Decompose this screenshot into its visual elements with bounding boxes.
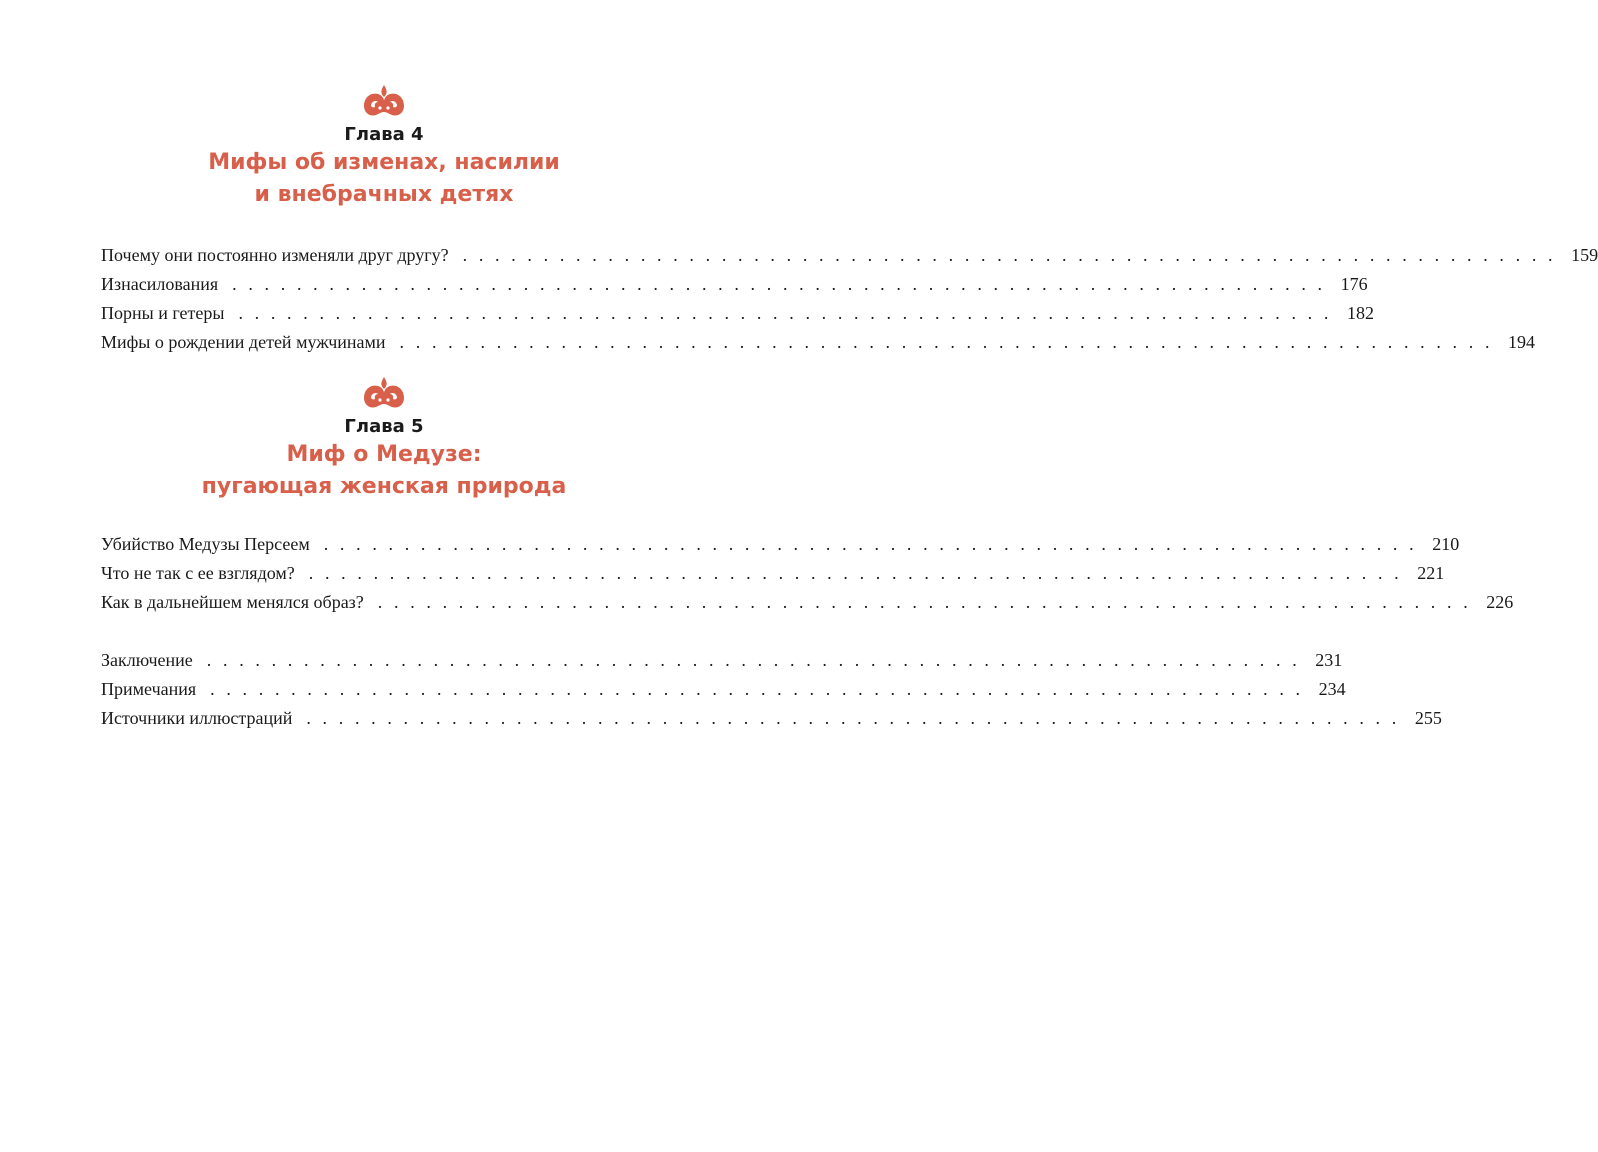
toc-entry-title: Порны и гетеры <box>101 303 225 323</box>
chapter-title-line-2: пугающая женская природа <box>201 474 567 499</box>
toc-page-number: 226 <box>1486 592 1514 612</box>
toc-leader-dots: . . . . . . . . . . . . . . . . . . . . . . . . . . . . . . . . . . . . . . . . . . . . . . . . . . . . . . . . . . . . . . . . . . . . <box>308 563 1403 583</box>
lotus-ornament-icon <box>362 376 406 410</box>
toc-page-number: 255 <box>1414 708 1442 728</box>
toc-leader-dots: . . . . . . . . . . . . . . . . . . . . . . . . . . . . . . . . . . . . . . . . . . . . . . . . . . . . . . . . . . . . . . . . . . . . <box>462 245 1557 265</box>
chapter-label: Глава 4 <box>344 124 424 145</box>
toc-entry-title: Почему они постоянно изменяли друг другу? <box>101 245 449 265</box>
toc-page-number: 182 <box>1346 303 1374 323</box>
toc-page-number: 210 <box>1432 534 1460 554</box>
toc-entry-title: Примечания <box>101 679 197 699</box>
lotus-ornament-icon <box>362 84 406 118</box>
toc-entry-title: Мифы о рождении детей мужчинами <box>101 332 386 352</box>
toc-leader-dots: . . . . . . . . . . . . . . . . . . . . . . . . . . . . . . . . . . . . . . . . . . . . . . . . . . . . . . . . . . . . . . . . . . . . <box>232 274 1326 294</box>
toc-entry-title: Изнасилования <box>101 274 219 294</box>
toc-page-number: 194 <box>1508 332 1536 352</box>
toc-leader-dots: . . . . . . . . . . . . . . . . . . . . . . . . . . . . . . . . . . . . . . . . . . . . . . . . . . . . . . . . . . . . . . . . . . . . <box>206 650 1301 670</box>
toc-entry[interactable] <box>101 675 1346 704</box>
toc-entry-title: Что не так с ее взглядом? <box>101 563 295 583</box>
toc-leader-dots: . . . . . . . . . . . . . . . . . . . . . . . . . . . . . . . . . . . . . . . . . . . . . . . . . . . . . . . . . . . . . . . . . . . . <box>306 708 1400 728</box>
chapter-4-heading <box>0 84 768 210</box>
chapter-5-heading <box>0 376 768 502</box>
chapter-5-toc <box>101 530 1514 617</box>
toc-entry-title: Убийство Медузы Персеем <box>101 534 310 554</box>
toc-page-number: 159 <box>1571 245 1598 265</box>
toc-entry[interactable] <box>101 328 1536 357</box>
chapter-title-line-1: Миф о Медузе: <box>286 442 482 467</box>
toc-page-number: 176 <box>1340 274 1368 294</box>
chapter-title-line-1: Мифы об изменах, насилии <box>208 150 560 175</box>
toc-leader-dots: . . . . . . . . . . . . . . . . . . . . . . . . . . . . . . . . . . . . . . . . . . . . . . . . . . . . . . . . . . . . . . . . . . . . <box>377 592 1472 612</box>
toc-page-number: 234 <box>1318 679 1346 699</box>
toc-entry[interactable] <box>101 299 1374 328</box>
toc-leader-dots: . . . . . . . . . . . . . . . . . . . . . . . . . . . . . . . . . . . . . . . . . . . . . . . . . . . . . . . . . . . . . . . . . . . . <box>238 303 1332 323</box>
toc-entry-title: Источники иллюстраций <box>101 708 293 728</box>
toc-entry[interactable] <box>101 559 1445 588</box>
toc-leader-dots: . . . . . . . . . . . . . . . . . . . . . . . . . . . . . . . . . . . . . . . . . . . . . . . . . . . . . . . . . . . . . . . . . . . . <box>210 679 1304 699</box>
toc-entry[interactable] <box>101 588 1514 617</box>
chapter-4-toc <box>101 241 1598 357</box>
toc-leader-dots: . . . . . . . . . . . . . . . . . . . . . . . . . . . . . . . . . . . . . . . . . . . . . . . . . . . . . . . . . . . . . . . . . . . . <box>323 534 1418 554</box>
toc-entry[interactable] <box>101 530 1460 559</box>
toc-entry[interactable] <box>101 241 1598 270</box>
toc-page-number: 231 <box>1315 650 1343 670</box>
chapter-label: Глава 5 <box>344 416 424 437</box>
chapter-title-line-2: и внебрачных детях <box>254 182 514 207</box>
toc-entry-title: Заключение <box>101 650 193 670</box>
toc-entry[interactable] <box>101 270 1368 299</box>
toc-page-number: 221 <box>1417 563 1445 583</box>
toc-entry-title: Как в дальнейшем менялся образ? <box>101 592 364 612</box>
toc-entry[interactable] <box>101 704 1442 733</box>
toc-leader-dots: . . . . . . . . . . . . . . . . . . . . . . . . . . . . . . . . . . . . . . . . . . . . . . . . . . . . . . . . . . . . . . . . . . . . <box>399 332 1494 352</box>
backmatter-toc <box>101 646 1442 733</box>
toc-entry[interactable] <box>101 646 1343 675</box>
